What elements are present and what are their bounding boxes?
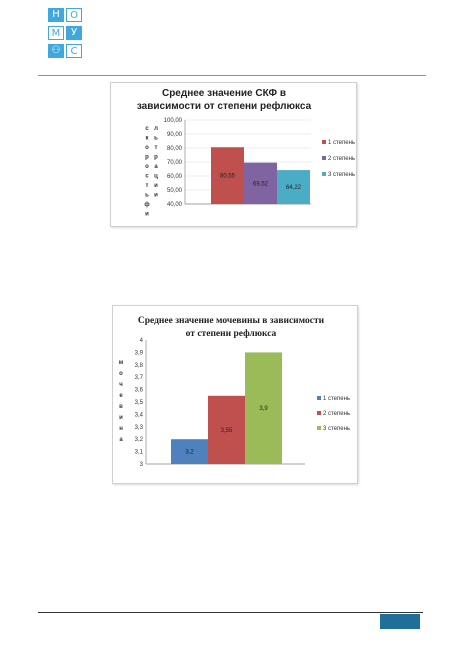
nomus-logo <box>48 8 82 70</box>
legend-label-1: 1 степень <box>323 396 351 402</box>
legend-swatch-2 <box>322 156 326 160</box>
footer-rule <box>38 612 423 613</box>
page-number-tab <box>380 614 420 629</box>
y-tick-label: 60,00 <box>166 174 182 180</box>
bar-value-label-3: 3,9 <box>259 406 268 413</box>
legend-swatch-2 <box>317 411 321 415</box>
legend-label-2: 2 степень <box>328 156 356 162</box>
y-axis-label-letter: м <box>118 360 124 366</box>
y-axis-label-letter: т <box>154 145 158 151</box>
skf-chart-svg <box>111 83 356 226</box>
chart-title-line-2: от степени рефлюкса <box>185 329 277 339</box>
y-tick-label: 3,5 <box>134 400 143 406</box>
logo-letter-4: У <box>66 26 82 40</box>
urea-chart <box>112 305 358 484</box>
y-axis-label-letter: а <box>154 164 158 170</box>
logo-letter-6: С <box>66 44 82 58</box>
y-axis-label-letter: в <box>119 404 123 410</box>
header-rule <box>38 75 426 76</box>
y-tick-label: 80,00 <box>166 146 182 152</box>
legend-label-2: 2 степень <box>323 411 351 417</box>
y-tick-label: 40,00 <box>166 202 182 208</box>
chart-title-line-1: Среднее значение СКФ в <box>161 88 287 99</box>
y-tick-label: 50,00 <box>166 188 182 194</box>
y-axis-label-letter: е <box>119 393 123 399</box>
bar-value-label-2: 69,52 <box>252 181 269 188</box>
y-tick-label: 90,00 <box>166 132 182 138</box>
y-axis-label-letter: н <box>119 426 123 432</box>
skf-chart <box>110 82 357 227</box>
y-axis-label-letter: с <box>145 126 149 132</box>
y-tick-label: 4 <box>139 338 143 344</box>
y-axis-label-letter: о <box>145 145 149 151</box>
y-axis-label-letter: ь <box>145 192 149 199</box>
bar-value-label-1: 80,55 <box>219 173 236 180</box>
y-tick-label: 3,2 <box>134 437 143 444</box>
y-axis-label-letter: л <box>154 126 158 132</box>
legend-swatch-1 <box>317 396 321 400</box>
legend-label-1: 1 степень <box>328 140 356 146</box>
y-tick-label: 3,6 <box>134 387 143 394</box>
y-tick-label: 3,9 <box>134 350 143 357</box>
legend-label-3: 3 степень <box>328 172 356 178</box>
y-axis-label-letter: ч <box>119 382 123 388</box>
logo-letter-3: М <box>48 26 64 40</box>
legend-swatch-1 <box>322 140 326 144</box>
urea-chart-svg <box>113 306 357 483</box>
y-axis-label-letter: р <box>145 154 149 161</box>
logo-letter-1: Н <box>48 8 64 22</box>
bar-value-label-2: 3,55 <box>220 427 233 434</box>
y-axis-label-letter: а <box>119 437 123 443</box>
y-tick-label: 100,00 <box>163 118 182 124</box>
y-axis-label-letter: с <box>145 173 149 180</box>
legend-swatch-3 <box>322 172 326 176</box>
y-tick-label: 3,4 <box>134 412 143 419</box>
y-axis-label-letter: т <box>145 183 149 189</box>
y-axis-label-letter: и <box>154 192 158 199</box>
logo-letter-2: О <box>66 8 82 22</box>
chart-title-line-1: Среднее значение мочевины в зависимости <box>137 316 325 326</box>
y-axis-label-letter: ф <box>144 202 150 208</box>
y-axis-label-letter: ь <box>154 135 158 142</box>
logo-emblem-icon: ⚇ <box>48 44 64 58</box>
y-tick-label: 3,8 <box>134 362 143 369</box>
legend-swatch-3 <box>317 426 321 430</box>
y-tick-label: 3,7 <box>134 375 143 382</box>
y-axis-label-letter: и <box>145 211 149 218</box>
bar-value-label-3: 64,22 <box>285 185 302 192</box>
y-tick-label: 3,3 <box>134 424 143 431</box>
y-tick-label: 70,00 <box>166 160 182 166</box>
y-axis-label-letter: и <box>119 415 123 421</box>
bar-value-label-1: 3,2 <box>185 449 194 456</box>
y-axis-label-letter: р <box>154 154 158 161</box>
y-axis-label-letter: и <box>154 183 158 189</box>
y-tick-label: 3,1 <box>134 449 143 456</box>
y-axis-label-letter: о <box>145 164 149 170</box>
y-tick-label: 3 <box>139 462 143 468</box>
y-axis-label-letter: к <box>145 135 149 142</box>
chart-title-line-2: зависимости от степени рефлюкса <box>136 101 312 112</box>
y-axis-label-letter: о <box>119 371 123 377</box>
legend-label-3: 3 степень <box>323 426 351 432</box>
y-axis-label-letter: ц <box>154 173 158 180</box>
